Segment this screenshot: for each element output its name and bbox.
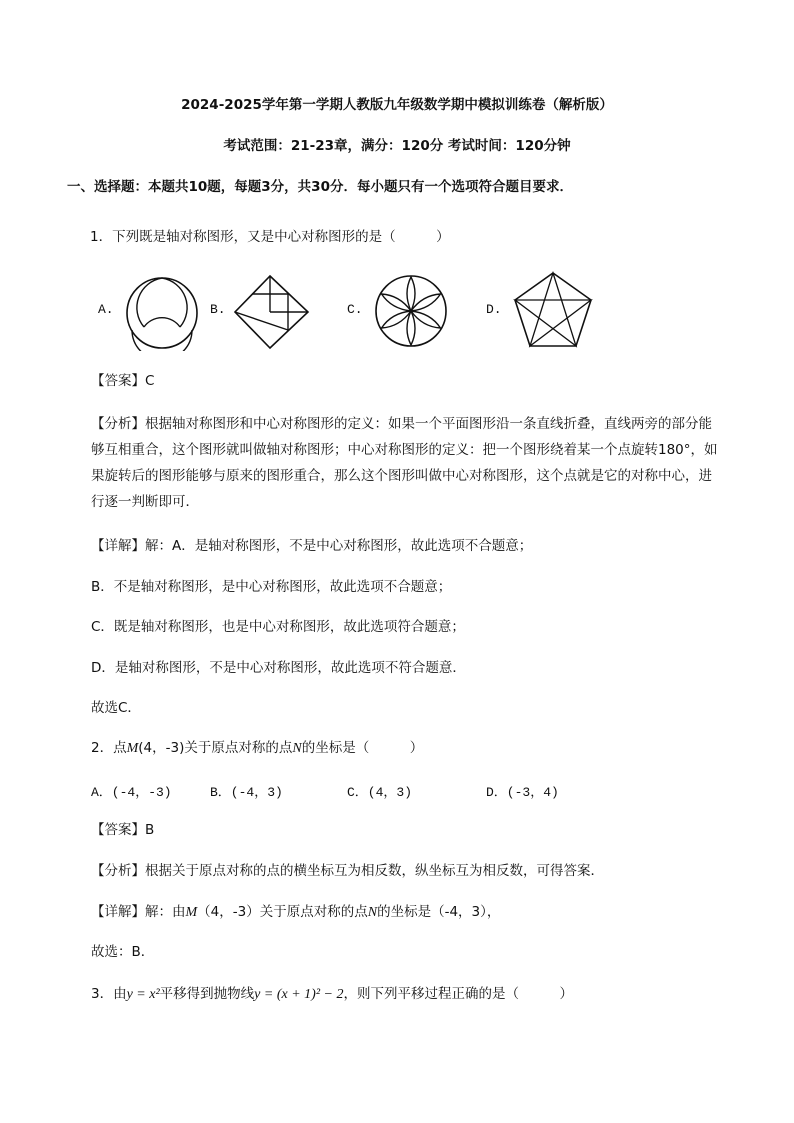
q1-answer: 【答案】C [91, 373, 155, 389]
q1-option-c-label: C. [347, 302, 363, 317]
page-title: 2024-2025学年第一学期人教版九年级数学期中模拟训练卷（解析版） [181, 97, 613, 113]
q1-figure-a [124, 275, 200, 351]
q1-option-b-label: B. [210, 302, 226, 317]
q1-detail-c: C．既是轴对称图形，也是中心对称图形，故此选项符合题意； [91, 619, 465, 635]
q1-detail-b: B．不是轴对称图形，是中心对称图形，故此选项不合题意； [91, 579, 452, 595]
q1-stem: 1．下列既是轴对称图形，又是中心对称图形的是（ ） [90, 229, 450, 245]
q1-analysis-tag: 【分析】 [91, 416, 145, 432]
q3-expr-1: y = x² [126, 987, 160, 1002]
q1-option-a-label: A. [98, 302, 114, 317]
q2-detail-m: M [185, 905, 198, 920]
q1-analysis [91, 411, 731, 515]
q1-detail-d: D．是轴对称图形，不是中心对称图形，故此选项不符合题意． [91, 660, 466, 676]
q1-choice: 故选C． [91, 700, 141, 716]
q2-option-b: B．(-4，3) [210, 785, 283, 800]
q2-option-d: D．(-3，4) [486, 785, 559, 800]
q2-analysis: 【分析】根据关于原点对称的点的横坐标互为相反数，纵坐标互为相反数，可得答案． [91, 863, 604, 879]
q1-analysis-line-3: 果旋转后的图形能够与原来的图形重合，那么这个图形叫做中心对称图形，这个点就是它的对称中心，进 [91, 468, 712, 484]
q2-point-n: N [292, 741, 302, 756]
q2-detail: 【详解】解：由M（4，-3）关于原点对称的点N的坐标是（-4，3）， [91, 904, 501, 920]
q1-analysis-line-2: 够互相重合，这个图形就叫做轴对称图形；中心对称图形的定义：把一个图形绕着某一个点旋转180°，如 [91, 442, 718, 458]
q1-option-d-label: D. [486, 302, 502, 317]
q1-analysis-line-4: 行逐一判断即可． [91, 494, 199, 510]
q2-option-c: C．(4，3) [347, 785, 413, 800]
q1-detail-a: 【详解】解：A．是轴对称图形，不是中心对称图形，故此选项不合题意； [91, 538, 533, 554]
q2-answer: 【答案】B [91, 822, 155, 838]
q2-detail-n: N [367, 905, 378, 920]
q3-expr-2: y = (x + 1)² − 2 [254, 987, 344, 1002]
q1-figure-d [512, 270, 594, 350]
q2-stem: 2．点M(4，-3)关于原点对称的点N的坐标是（ ） [91, 740, 424, 756]
q1-figure-c [373, 273, 449, 349]
q2-option-a: A．(-4，-3) [91, 785, 172, 800]
section-heading: 一、选择题：本题共10题，每题3分，共30分．每小题只有一个选项符合题目要求． [67, 179, 573, 195]
exam-info: 考试范围：21-23章，满分：120分 考试时间：120分钟 [223, 138, 571, 154]
q3-stem: 3．由y = x²平移得到抛物线y = (x + 1)² − 2，则下列平移过程正确的是（ ） [91, 986, 573, 1002]
q1-figure-b [232, 272, 312, 352]
q2-point-m: M [126, 741, 139, 756]
q2-choice: 故选：B． [91, 944, 155, 960]
q1-analysis-line-1: 根据轴对称图形和中心对称图形的定义：如果一个平面图形沿一条直线折叠，直线两旁的部分能 [145, 416, 712, 432]
